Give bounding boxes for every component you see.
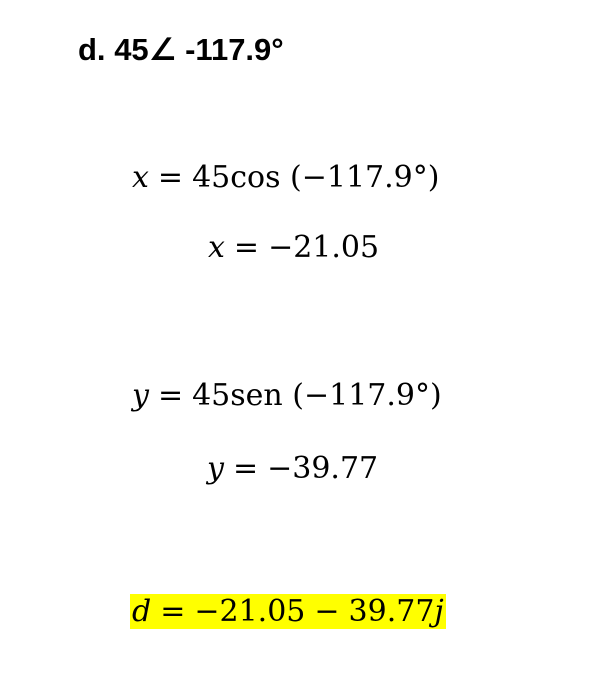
variable-x: x [208, 230, 225, 265]
angle-symbol: ∠ [148, 32, 177, 67]
problem-label: d. [78, 32, 106, 67]
equals-sign: = [160, 594, 186, 629]
y-component-result [207, 449, 378, 489]
x-result-value: −21.05 [268, 230, 380, 265]
variable-d: d [132, 594, 152, 629]
equals-sign: = [233, 230, 260, 265]
final-vector-result [130, 592, 446, 632]
x-component-formula [132, 158, 439, 198]
equals-sign: = [157, 378, 184, 413]
x-formula-expression: 45cos (−117.9°) [192, 160, 440, 195]
x-component-result [208, 228, 379, 268]
variable-x: x [132, 160, 149, 195]
magnitude-value: 45 [114, 32, 149, 67]
minus-sign: − [314, 594, 340, 629]
highlighted-answer [130, 594, 446, 629]
unit-j: j [434, 594, 444, 629]
real-part-value: −21.05 [194, 594, 306, 629]
y-result-value: −39.77 [267, 451, 379, 486]
y-component-formula [132, 376, 442, 416]
equals-sign: = [157, 160, 184, 195]
angle-value: -117.9° [185, 32, 284, 67]
problem-heading [78, 30, 284, 70]
imaginary-part-value: 39.77 [348, 594, 435, 629]
y-formula-expression: 45sen (−117.9°) [192, 378, 442, 413]
variable-y: y [207, 451, 224, 486]
variable-y: y [132, 378, 149, 413]
equals-sign: = [232, 451, 259, 486]
